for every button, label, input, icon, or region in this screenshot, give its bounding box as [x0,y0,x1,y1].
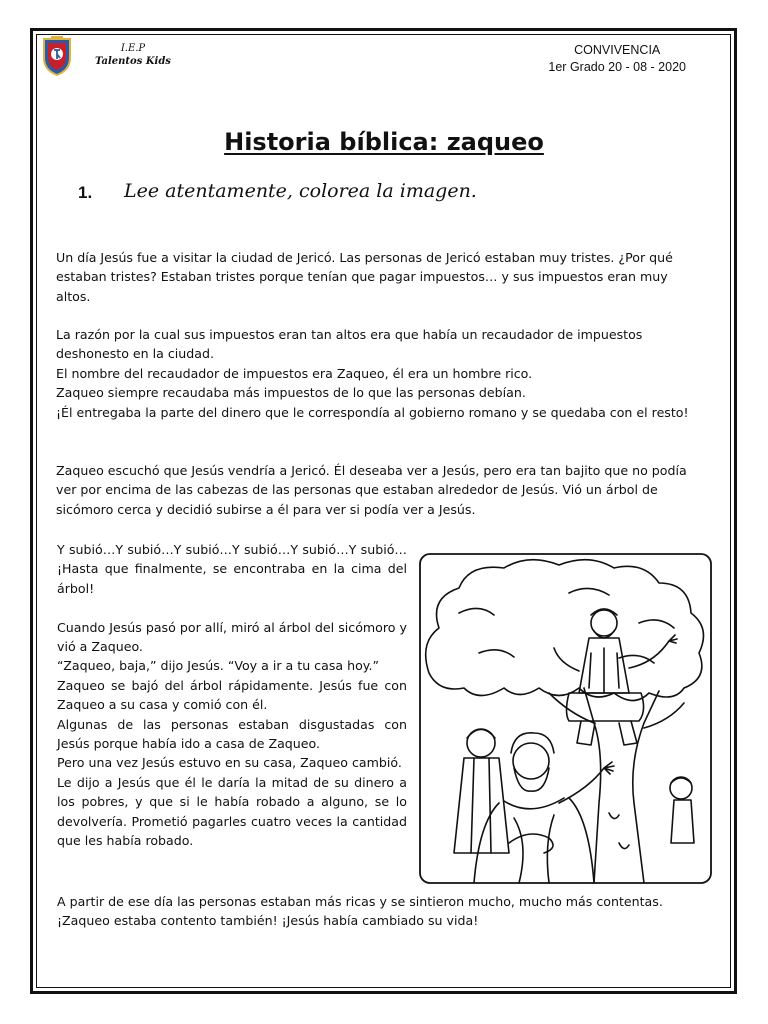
paragraph-tax-collector [56,325,692,422]
paragraph: La razón por la cual sus impuestos eran tan altos era que había un recaudador de impuestos deshonesto en la ciudad. [56,327,643,362]
paragraph: Un día Jesús fue a visitar la ciudad de Jericó. Las personas de Jericó estaban muy tristes. ¿Por qué estaban tristes? Estaban tristes porque tenían que pagar impuestos… y sus impuestos eran muy altos. [56,250,673,304]
paragraph-tree [56,461,692,539]
column-paragraph: Y subió…Y subió…Y subió…Y subió…Y subió…Y subió… ¡Hasta que finalmente, se encontraba en la cima del árbol! [57,542,407,596]
column-paragraph: “Zaqueo, baja,” dijo Jesús. “Voy a ir a tu casa hoy.” [57,658,379,674]
subject-label: CONVIVENCIA [574,43,661,57]
grade-date: 1er Grado 20 - 08 - 2020 [548,60,686,74]
school-name [88,42,178,68]
paragraph: Zaqueo siempre recaudaba más impuestos de lo que las personas debían. [56,385,526,401]
paragraph: ¡Él entregaba la parte del dinero que le correspondía al gobierno romano y se quedaba con el resto! [56,404,689,420]
zacchaeus-coloring-illustration [419,553,712,884]
paragraph: Zaqueo escuchó que Jesús vendría a Jericó. Él deseaba ver a Jesús, pero era tan bajito que no podía ver por encima de las cabezas de las personas que estaban alrededor de Jesús. Vió un árbol de sicómoro cerca y decidió subirse a él para ver si podía ver a Jesús. [56,463,687,517]
closing-paragraph: ¡Zaqueo estaba contento también! ¡Jesús había cambiado su vida! [57,913,479,929]
column-paragraph: Algunas de las personas estaban disgustadas con Jesús porque había ido a casa de Zaqueo. [57,716,407,752]
story-column [57,540,407,850]
column-paragraph: Le dijo a Jesús que él le daría la mitad de su dinero a los pobres, y que si le había robado a alguno, se lo devolvería. Prometió pagarles cuatro veces la cantidad que les había robado. [57,774,407,849]
paragraph-intro [56,248,692,326]
column-paragraph: Pero una vez Jesús estuvo en su casa, Zaqueo cambió. [57,755,402,771]
column-paragraph: Zaqueo se bajó del árbol rápidamente. Jesús fue con Zaqueo a su casa y comió con él. [57,677,407,713]
school-line-2: Talentos Kids [95,56,171,67]
header-info [548,42,686,76]
closing-text [57,892,691,931]
instruction-text: Lee atentamente, colorea la imagen. [124,180,477,202]
page-title: Historia bíblica: zaqueo [224,128,544,156]
column-paragraph: Cuando Jesús pasó por allí, miró al árbol del sicómoro y vió a Zaqueo. [57,619,407,655]
school-shield-logo [42,36,72,76]
paragraph: El nombre del recaudador de impuestos era Zaqueo, él era un hombre rico. [56,365,533,381]
instruction-number: 1. [78,183,93,202]
closing-paragraph: A partir de ese día las personas estaban más ricas y se sintieron mucho, mucho más contentas. [57,894,663,909]
school-line-1: I.E.P [120,43,146,54]
